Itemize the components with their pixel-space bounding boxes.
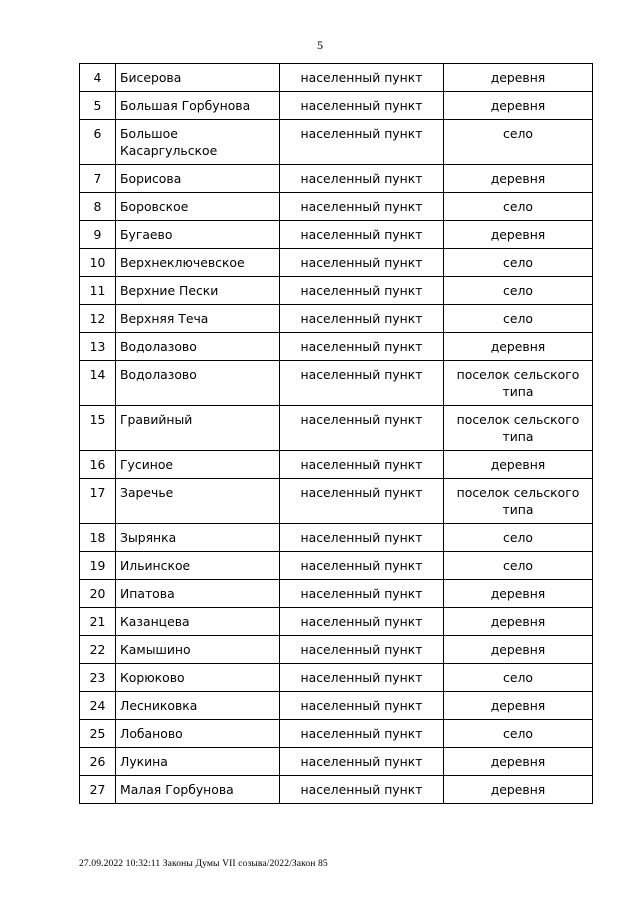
table-row xyxy=(80,692,593,720)
settlement-type-cell: деревня xyxy=(444,580,593,608)
table-row xyxy=(80,305,593,333)
settlement-name-cell: Малая Горбунова xyxy=(116,776,280,804)
settlement-type-cell: деревня xyxy=(444,333,593,361)
row-number-cell: 4 xyxy=(80,64,116,92)
settlement-name-cell: Большая Горбунова xyxy=(116,92,280,120)
row-number-cell: 8 xyxy=(80,193,116,221)
settlement-type-cell: село xyxy=(444,277,593,305)
row-number-cell: 27 xyxy=(80,776,116,804)
object-kind-cell: населенный пункт xyxy=(280,636,444,664)
table-row xyxy=(80,193,593,221)
table-row xyxy=(80,636,593,664)
settlement-type-cell: деревня xyxy=(444,92,593,120)
table-row xyxy=(80,608,593,636)
settlement-name-cell: Большое Касаргульское xyxy=(116,120,280,165)
settlement-type-cell: село xyxy=(444,720,593,748)
row-number-cell: 24 xyxy=(80,692,116,720)
table-row xyxy=(80,776,593,804)
table-row xyxy=(80,92,593,120)
settlement-type-cell: поселок сельского типа xyxy=(444,406,593,451)
table-row xyxy=(80,120,593,165)
settlement-name-cell: Зырянка xyxy=(116,524,280,552)
row-number-cell: 23 xyxy=(80,664,116,692)
settlement-type-cell: деревня xyxy=(444,608,593,636)
settlement-name-cell: Камышино xyxy=(116,636,280,664)
settlement-name-cell: Гравийный xyxy=(116,406,280,451)
settlement-type-cell: деревня xyxy=(444,776,593,804)
row-number-cell: 5 xyxy=(80,92,116,120)
settlement-name-cell: Заречье xyxy=(116,479,280,524)
row-number-cell: 18 xyxy=(80,524,116,552)
object-kind-cell: населенный пункт xyxy=(280,305,444,333)
settlement-name-cell: Лукина xyxy=(116,748,280,776)
settlement-type-cell: село xyxy=(444,524,593,552)
table-row xyxy=(80,524,593,552)
table-row xyxy=(80,748,593,776)
settlement-name-cell: Лобаново xyxy=(116,720,280,748)
row-number-cell: 14 xyxy=(80,361,116,406)
settlement-name-cell: Корюково xyxy=(116,664,280,692)
table-row xyxy=(80,580,593,608)
table-row xyxy=(80,165,593,193)
settlement-type-cell: село xyxy=(444,664,593,692)
object-kind-cell: населенный пункт xyxy=(280,524,444,552)
settlement-type-cell: деревня xyxy=(444,64,593,92)
row-number-cell: 20 xyxy=(80,580,116,608)
table-row xyxy=(80,479,593,524)
settlement-type-cell: село xyxy=(444,120,593,165)
object-kind-cell: населенный пункт xyxy=(280,776,444,804)
settlement-name-cell: Ипатова xyxy=(116,580,280,608)
settlement-type-cell: деревня xyxy=(444,221,593,249)
row-number-cell: 22 xyxy=(80,636,116,664)
object-kind-cell: населенный пункт xyxy=(280,92,444,120)
settlement-type-cell: село xyxy=(444,193,593,221)
table-row xyxy=(80,406,593,451)
settlement-name-cell: Борисова xyxy=(116,165,280,193)
object-kind-cell: населенный пункт xyxy=(280,361,444,406)
settlement-type-cell: деревня xyxy=(444,636,593,664)
object-kind-cell: населенный пункт xyxy=(280,64,444,92)
settlement-type-cell: поселок сельского типа xyxy=(444,361,593,406)
object-kind-cell: населенный пункт xyxy=(280,406,444,451)
table-row xyxy=(80,333,593,361)
settlement-name-cell: Боровское xyxy=(116,193,280,221)
row-number-cell: 16 xyxy=(80,451,116,479)
page-number: 5 xyxy=(317,38,323,52)
table-row xyxy=(80,361,593,406)
object-kind-cell: населенный пункт xyxy=(280,580,444,608)
object-kind-cell: населенный пункт xyxy=(280,277,444,305)
row-number-cell: 12 xyxy=(80,305,116,333)
object-kind-cell: населенный пункт xyxy=(280,720,444,748)
table-row xyxy=(80,720,593,748)
object-kind-cell: населенный пункт xyxy=(280,479,444,524)
settlement-type-cell: село xyxy=(444,249,593,277)
settlement-type-cell: деревня xyxy=(444,451,593,479)
settlement-name-cell: Верхняя Теча xyxy=(116,305,280,333)
table-row xyxy=(80,221,593,249)
table-row xyxy=(80,64,593,92)
settlement-type-cell: деревня xyxy=(444,692,593,720)
table-row xyxy=(80,249,593,277)
table-row xyxy=(80,552,593,580)
object-kind-cell: населенный пункт xyxy=(280,249,444,277)
object-kind-cell: населенный пункт xyxy=(280,221,444,249)
settlement-type-cell: село xyxy=(444,552,593,580)
row-number-cell: 15 xyxy=(80,406,116,451)
row-number-cell: 17 xyxy=(80,479,116,524)
settlement-name-cell: Бисерова xyxy=(116,64,280,92)
settlement-type-cell: деревня xyxy=(444,165,593,193)
object-kind-cell: населенный пункт xyxy=(280,664,444,692)
settlement-name-cell: Водолазово xyxy=(116,361,280,406)
document-footer: 27.09.2022 10:32:11 Законы Думы VII созыва/2022/Закон 85 xyxy=(79,858,328,869)
object-kind-cell: населенный пункт xyxy=(280,333,444,361)
row-number-cell: 6 xyxy=(80,120,116,165)
row-number-cell: 21 xyxy=(80,608,116,636)
settlement-type-cell: поселок сельского типа xyxy=(444,479,593,524)
table-row xyxy=(80,664,593,692)
settlement-name-cell: Лесниковка xyxy=(116,692,280,720)
row-number-cell: 9 xyxy=(80,221,116,249)
settlements-table-body xyxy=(80,64,593,804)
row-number-cell: 11 xyxy=(80,277,116,305)
row-number-cell: 26 xyxy=(80,748,116,776)
settlement-name-cell: Верхние Пески xyxy=(116,277,280,305)
row-number-cell: 7 xyxy=(80,165,116,193)
object-kind-cell: населенный пункт xyxy=(280,193,444,221)
settlement-name-cell: Гусиное xyxy=(116,451,280,479)
row-number-cell: 25 xyxy=(80,720,116,748)
settlement-type-cell: село xyxy=(444,305,593,333)
row-number-cell: 10 xyxy=(80,249,116,277)
row-number-cell: 19 xyxy=(80,552,116,580)
settlements-table xyxy=(79,63,593,804)
settlement-name-cell: Бугаево xyxy=(116,221,280,249)
row-number-cell: 13 xyxy=(80,333,116,361)
object-kind-cell: населенный пункт xyxy=(280,165,444,193)
object-kind-cell: населенный пункт xyxy=(280,451,444,479)
table-row xyxy=(80,451,593,479)
settlement-name-cell: Верхнеключевское xyxy=(116,249,280,277)
object-kind-cell: населенный пункт xyxy=(280,120,444,165)
object-kind-cell: населенный пункт xyxy=(280,552,444,580)
table-row xyxy=(80,277,593,305)
settlement-type-cell: деревня xyxy=(444,748,593,776)
object-kind-cell: населенный пункт xyxy=(280,692,444,720)
settlement-name-cell: Водолазово xyxy=(116,333,280,361)
settlement-name-cell: Казанцева xyxy=(116,608,280,636)
object-kind-cell: населенный пункт xyxy=(280,608,444,636)
object-kind-cell: населенный пункт xyxy=(280,748,444,776)
settlement-name-cell: Ильинское xyxy=(116,552,280,580)
